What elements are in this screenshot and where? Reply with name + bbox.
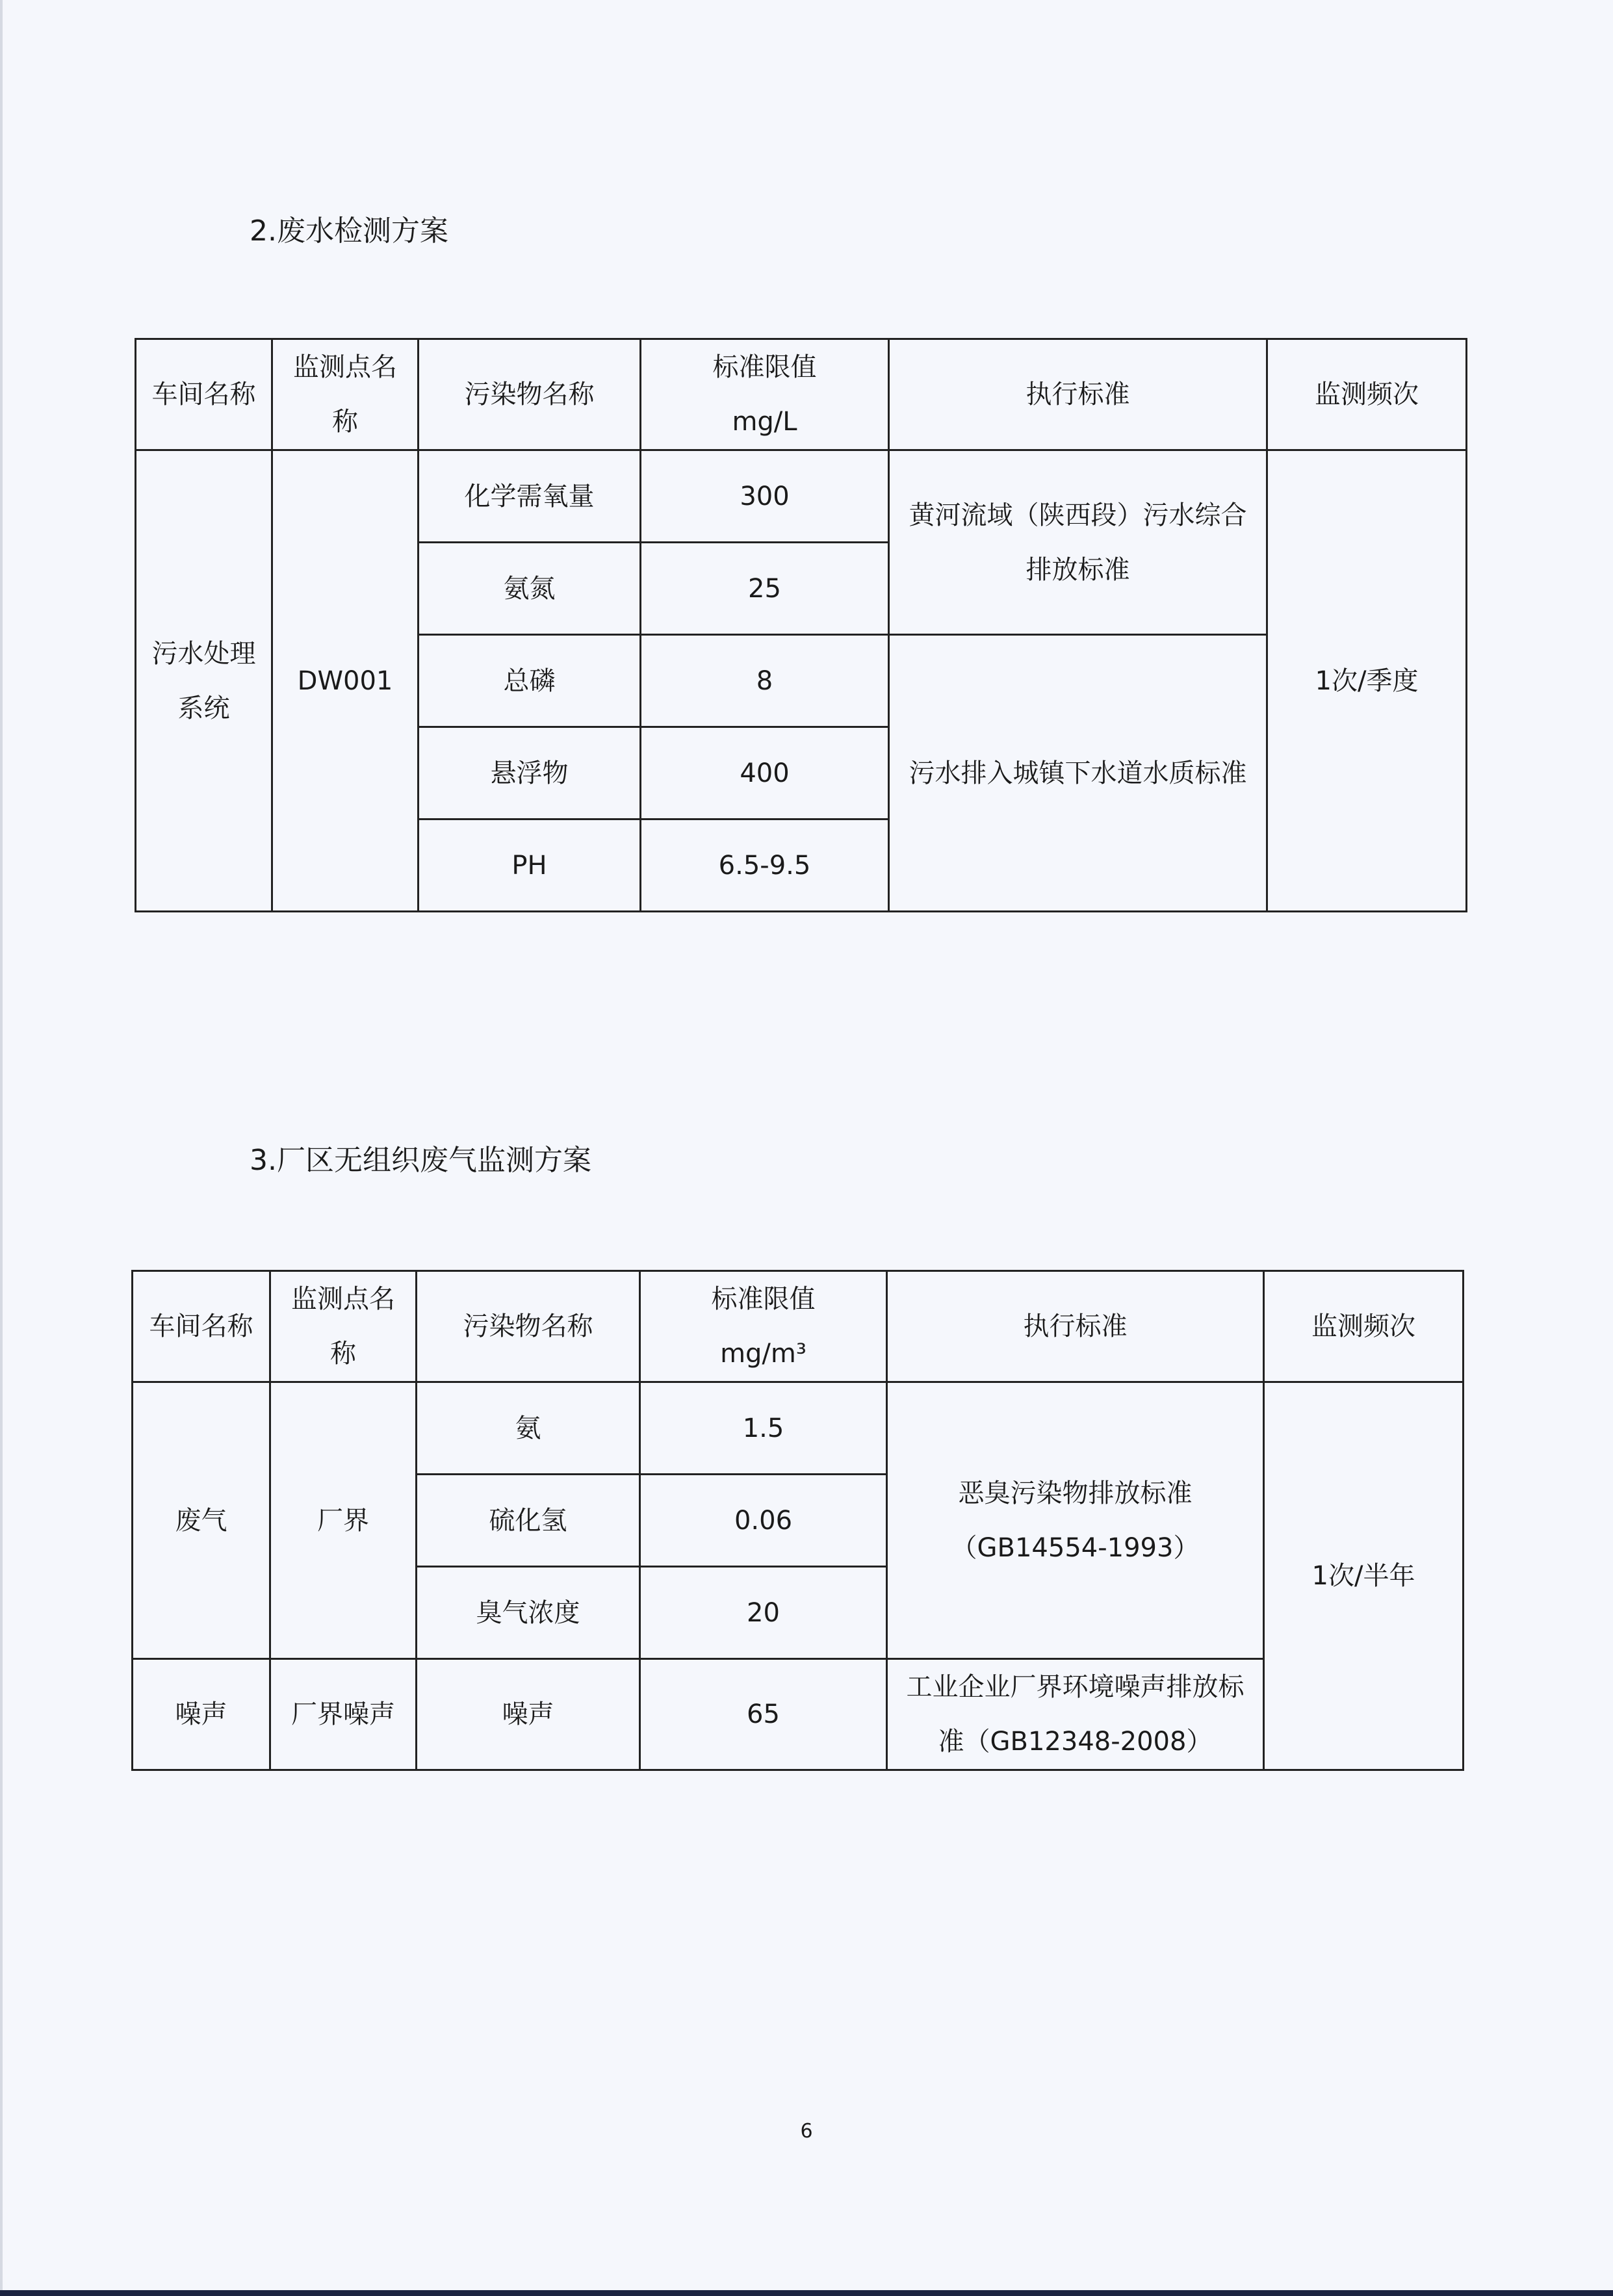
pollutant-cell: 臭气浓度	[417, 1567, 640, 1659]
pollutant-cell: 化学需氧量	[419, 450, 641, 543]
section-2-title: 2.废水检测方案	[250, 214, 448, 248]
standard-code: （GB14554-1993）	[951, 1532, 1200, 1563]
frequency-cell: 1次/季度	[1267, 450, 1467, 912]
wastewater-table	[135, 338, 1467, 912]
limit-cell: 25	[641, 543, 889, 635]
table-row	[133, 1382, 1464, 1475]
header-limit-unit: mg/L	[732, 407, 797, 437]
limit-cell: 0.06	[640, 1475, 887, 1567]
header-limit-unit: mg/m³	[720, 1339, 806, 1369]
header-standard: 执行标准	[887, 1271, 1264, 1382]
header-workshop: 车间名称	[133, 1271, 270, 1382]
pollutant-cell: 悬浮物	[419, 727, 641, 819]
standard-name: 恶臭污染物排放标准	[958, 1478, 1193, 1508]
header-frequency: 监测频次	[1264, 1271, 1464, 1382]
limit-cell: 6.5-9.5	[641, 819, 889, 912]
limit-cell: 65	[640, 1659, 887, 1770]
limit-cell: 400	[641, 727, 889, 819]
workshop-cell: 污水处理系统	[136, 450, 272, 912]
pollutant-cell: 硫化氢	[417, 1475, 640, 1567]
header-limit-label: 标准限值	[711, 1284, 816, 1314]
header-pollutant: 污染物名称	[419, 339, 641, 450]
pollutant-cell: 氨	[417, 1382, 640, 1475]
standard-cell: 污水排入城镇下水道水质标准	[889, 635, 1267, 912]
limit-cell: 300	[641, 450, 889, 543]
monitoring-point-cell: DW001	[272, 450, 419, 912]
header-workshop: 车间名称	[136, 339, 272, 450]
limit-cell: 20	[640, 1567, 887, 1659]
scan-edge-left	[0, 0, 3, 2296]
header-pollutant: 污染物名称	[417, 1271, 640, 1382]
scan-edge-bottom	[0, 2290, 1613, 2296]
monitoring-point-cell: 厂界噪声	[270, 1659, 417, 1770]
header-monitoring-point: 监测点名称	[272, 339, 419, 450]
pollutant-cell: 氨氮	[419, 543, 641, 635]
header-limit	[640, 1271, 887, 1382]
table-row	[133, 1659, 1464, 1770]
limit-cell: 1.5	[640, 1382, 887, 1475]
header-frequency: 监测频次	[1267, 339, 1467, 450]
frequency-cell: 1次/半年	[1264, 1382, 1464, 1770]
monitoring-point-cell: 厂界	[270, 1382, 417, 1659]
standard-cell	[887, 1382, 1264, 1659]
standard-cell: 工业企业厂界环境噪声排放标准（GB12348-2008）	[887, 1659, 1264, 1770]
workshop-cell: 噪声	[133, 1659, 270, 1770]
fugitive-emission-table	[131, 1270, 1464, 1771]
limit-cell: 8	[641, 635, 889, 727]
pollutant-cell: 噪声	[417, 1659, 640, 1770]
table-row	[136, 450, 1467, 543]
table-header-row	[133, 1271, 1464, 1382]
header-limit-label: 标准限值	[712, 352, 817, 382]
table-header-row	[136, 339, 1467, 450]
header-standard: 执行标准	[889, 339, 1267, 450]
header-monitoring-point: 监测点名称	[270, 1271, 417, 1382]
page-number: 6	[800, 2120, 813, 2143]
header-limit	[641, 339, 889, 450]
workshop-cell: 废气	[133, 1382, 270, 1659]
pollutant-cell: 总磷	[419, 635, 641, 727]
pollutant-cell: PH	[419, 819, 641, 912]
standard-cell: 黄河流域（陕西段）污水综合排放标准	[889, 450, 1267, 635]
section-3-title: 3.厂区无组织废气监测方案	[250, 1144, 591, 1177]
